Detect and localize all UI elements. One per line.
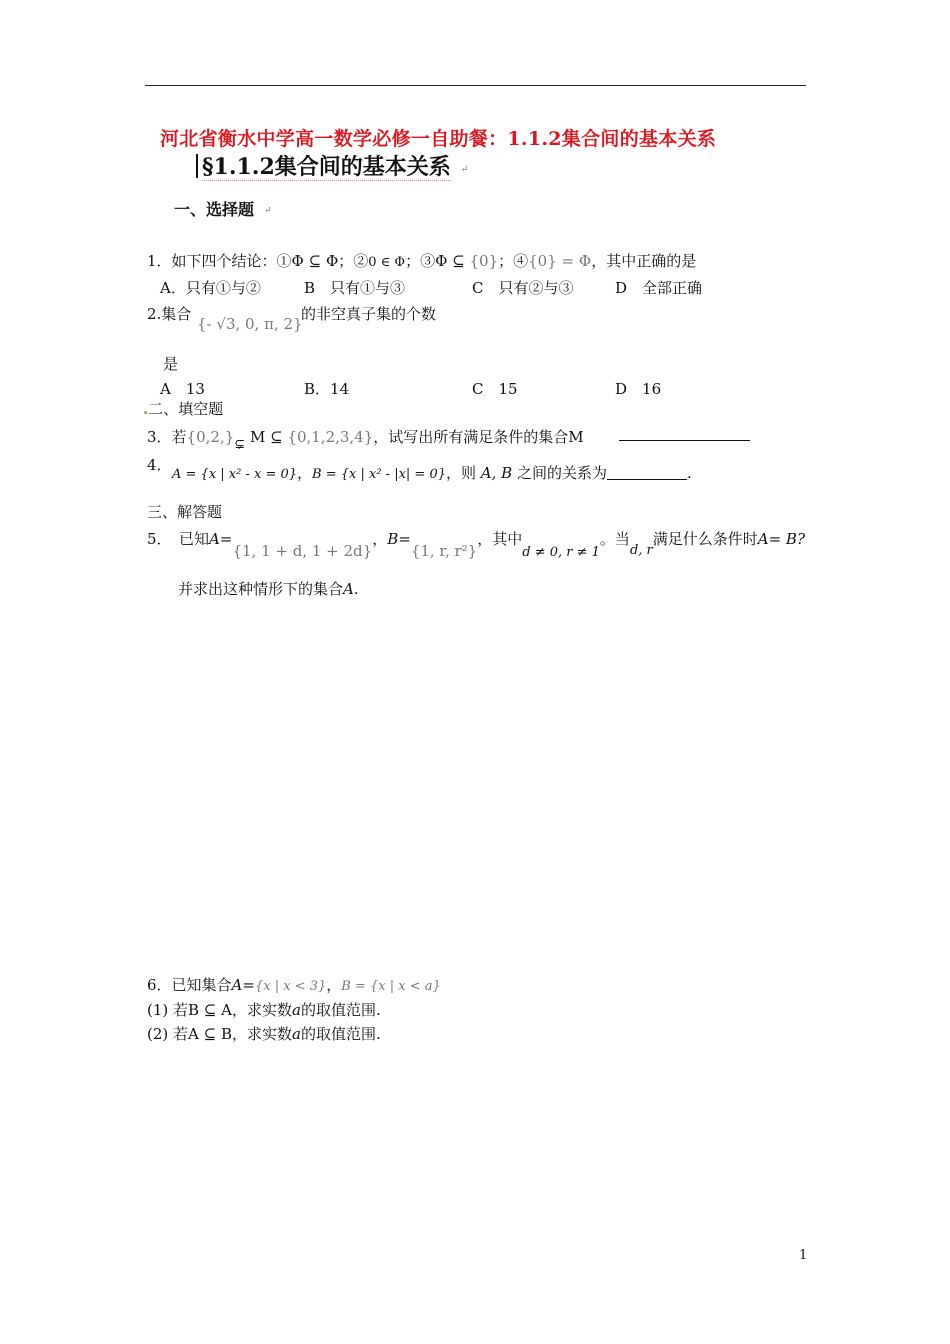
part2-heading	[143, 398, 223, 419]
q3-text: 3．若	[147, 428, 187, 446]
q6-var: a	[291, 1025, 301, 1043]
q3-set-right: {0,1,2,3,4}	[287, 428, 374, 446]
anchor-mark-icon: .	[143, 400, 149, 418]
q1-text: ；③Φ ⊆	[405, 252, 470, 270]
q4-set-a: A = {x | x² - x = 0}	[172, 467, 298, 482]
q5-text: 满足什么条件时	[652, 530, 758, 548]
question-3	[147, 426, 584, 452]
question-2-text-end: 是	[163, 355, 179, 373]
q4-vars: A, B	[480, 464, 513, 482]
q5-set-a: {1, 1 + d, 1 + 2d}	[232, 542, 373, 560]
q4-text: ，	[297, 464, 313, 482]
q5-condition: d ≠ 0, r ≠ 1	[522, 545, 600, 560]
q1-option-d: D 全部正确	[615, 279, 703, 297]
q5-text: ，其中	[477, 530, 523, 548]
q5-text: 并求出这种情形下的集合	[178, 580, 344, 598]
document-title: 河北省衡水中学高一数学必修一自助餐：1.1.2集合间的基本关系	[160, 128, 717, 150]
section-bar	[196, 154, 198, 178]
paragraph-mark-icon: ↵	[460, 165, 469, 175]
q5-b: B=	[387, 530, 411, 548]
page-number: 1	[799, 1248, 808, 1263]
part3-heading: 三、解答题	[147, 503, 223, 521]
q5-equality: A= B?	[757, 530, 805, 548]
q2-option-a: A 13	[160, 380, 205, 398]
q5-text: ，	[372, 530, 388, 548]
q5-vars: d, r	[629, 543, 653, 558]
q4-text: 之间的关系为	[512, 464, 607, 482]
top-rule	[145, 85, 806, 86]
q3-text: M ⊆	[245, 428, 288, 446]
q1-math: {0} = Φ	[528, 252, 592, 270]
q2-option-d: D 16	[615, 380, 662, 398]
section-heading	[196, 150, 468, 181]
q5-set-b: {1, r, r²}	[410, 542, 478, 560]
q4-text: ，则	[446, 464, 481, 482]
question-4	[172, 462, 692, 483]
q1-option-c: C 只有②与③	[472, 279, 574, 297]
q5-text: .	[353, 580, 359, 598]
q5-a: A=	[209, 530, 233, 548]
question-5	[147, 528, 805, 560]
q1-option-b: B 只有①与③	[304, 279, 406, 297]
part2-heading-text: 二、填空题	[148, 400, 224, 418]
q6-var: a	[291, 1001, 301, 1019]
question-1	[147, 250, 696, 271]
question-4-num: 4．	[147, 456, 172, 474]
section-title-text: §1.1.2集合间的基本关系	[202, 154, 451, 180]
q5-text: 5． 已知	[147, 530, 210, 548]
q2-set: {- √3, 0, π, 2}	[197, 315, 303, 333]
q1-option-a: A．只有①与②	[160, 279, 261, 297]
q3-relation: ⊊	[234, 437, 246, 452]
q6-text: 的取值范围.	[300, 1025, 381, 1043]
paragraph-mark-icon: ↵	[264, 206, 272, 216]
q6-set-a: {x | x < 3}	[254, 979, 327, 994]
question-2-label: 2.集合	[147, 305, 192, 323]
q1-math: 0 ∈ Φ	[368, 255, 406, 270]
q6-text: 的取值范围.	[300, 1001, 381, 1019]
q3-set-left: {0,2,}	[186, 428, 235, 446]
q1-math: {0}	[469, 252, 499, 270]
q6-text: (2) 若A ⊆ B，求实数	[147, 1025, 292, 1043]
q1-text: ，其中正确的是	[591, 252, 697, 270]
q6-text: ，	[326, 976, 342, 994]
q3-text: ，试写出所有满足条件的集合M	[373, 428, 584, 446]
question-2-text: 的非空真子集的个数	[301, 305, 437, 323]
q5-text: 。当	[599, 530, 630, 548]
q6-a: A=	[231, 976, 255, 994]
q6-set-b: B = {x | x < a}	[341, 979, 441, 994]
q4-text: .	[686, 464, 692, 482]
part1-heading	[174, 197, 272, 220]
question-6	[147, 974, 441, 995]
q1-text: 1．如下四个结论：①Φ ⊆ Φ；②	[147, 252, 369, 270]
q6-text: 6．已知集合	[147, 976, 232, 994]
q1-text: ；④	[498, 252, 529, 270]
q6-text: (1) 若B ⊆ A，求实数	[147, 1001, 292, 1019]
q2-option-c: C 15	[472, 380, 518, 398]
question-5-line2	[178, 578, 359, 599]
q5-var: A	[343, 580, 354, 598]
q3-answer-blank[interactable]	[619, 440, 750, 441]
q4-answer-blank[interactable]	[607, 479, 687, 480]
question-6-part2	[147, 1023, 381, 1044]
q4-set-b: B = {x | x² - |x| = 0}	[312, 467, 446, 482]
q2-option-b: B．14	[304, 380, 350, 398]
part1-heading-text: 一、选择题	[174, 200, 255, 219]
question-6-part1	[147, 999, 381, 1020]
